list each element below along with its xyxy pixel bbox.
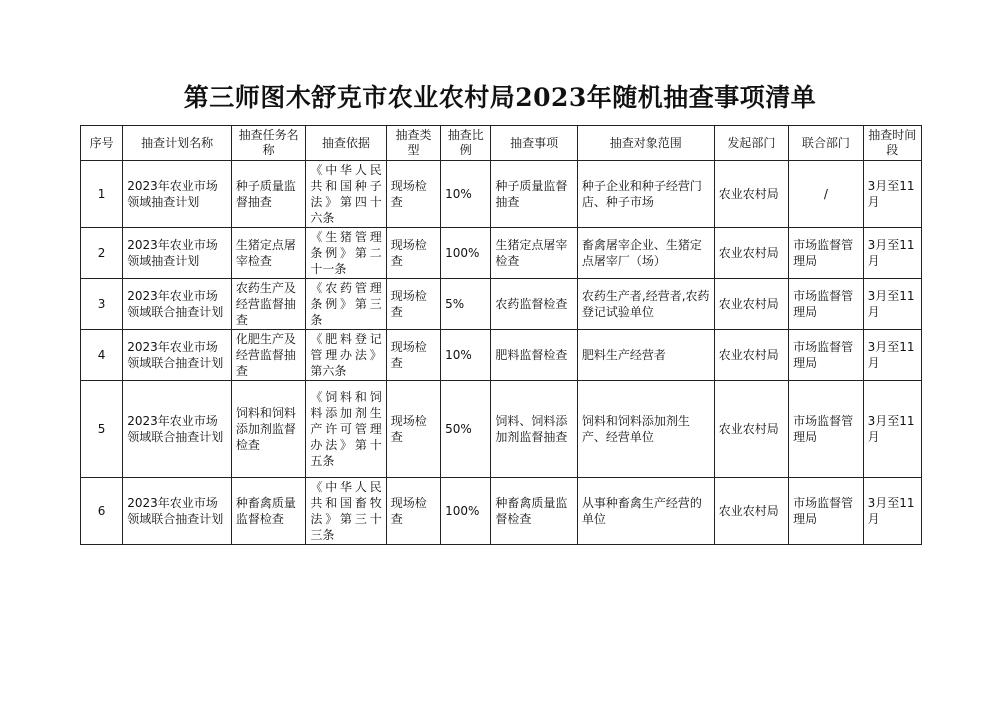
cell-basis: 《中华人民共和国种子法》第四十六条: [306, 161, 386, 228]
page-title: 第三师图木舒克市农业农村局2023年随机抽查事项清单: [183, 83, 817, 112]
cell-type: 现场检查: [386, 381, 440, 478]
cell-scope: 畜禽屠宰企业、生猪定点屠宰厂（场）: [577, 228, 714, 279]
table-row: [81, 330, 922, 381]
header-ratio: 抽查比例: [441, 126, 491, 161]
table-row: [81, 279, 922, 330]
cell-no: 2: [81, 228, 123, 279]
table-header-row: [81, 126, 922, 161]
cell-no: 6: [81, 478, 123, 545]
cell-task: 饲料和饲料添加剂监督检查: [231, 381, 305, 478]
table-row: [81, 228, 922, 279]
table-row: [81, 478, 922, 545]
cell-scope: 从事种畜禽生产经营的单位: [577, 478, 714, 545]
cell-initiator: 农业农村局: [714, 228, 788, 279]
cell-period: 3月至11月: [863, 381, 921, 478]
cell-joint: 市场监督管理局: [789, 478, 863, 545]
cell-joint: 市场监督管理局: [789, 381, 863, 478]
cell-joint: 市场监督管理局: [789, 279, 863, 330]
cell-task: 农药生产及经营监督抽查: [231, 279, 305, 330]
header-type: 抽查类型: [386, 126, 440, 161]
cell-ratio: 5%: [441, 279, 491, 330]
cell-joint: /: [789, 161, 863, 228]
cell-item: 肥料监督检查: [491, 330, 578, 381]
header-item: 抽查事项: [491, 126, 578, 161]
cell-joint: 市场监督管理局: [789, 228, 863, 279]
cell-no: 4: [81, 330, 123, 381]
cell-task: 生猪定点屠宰检查: [231, 228, 305, 279]
cell-type: 现场检查: [386, 279, 440, 330]
cell-period: 3月至11月: [863, 279, 921, 330]
cell-ratio: 10%: [441, 161, 491, 228]
table-row: [81, 161, 922, 228]
cell-plan: 2023年农业市场领域联合抽查计划: [123, 478, 232, 545]
cell-initiator: 农业农村局: [714, 381, 788, 478]
cell-basis: 《肥料登记管理办法》第六条: [306, 330, 386, 381]
cell-task: 种畜禽质量监督检查: [231, 478, 305, 545]
cell-task: 化肥生产及经营监督抽查: [231, 330, 305, 381]
header-scope: 抽查对象范围: [577, 126, 714, 161]
cell-initiator: 农业农村局: [714, 279, 788, 330]
cell-type: 现场检查: [386, 228, 440, 279]
cell-no: 1: [81, 161, 123, 228]
cell-type: 现场检查: [386, 161, 440, 228]
inspection-list-table: [80, 125, 922, 545]
cell-period: 3月至11月: [863, 161, 921, 228]
cell-type: 现场检查: [386, 478, 440, 545]
table-row: [81, 381, 922, 478]
header-no: 序号: [81, 126, 123, 161]
cell-plan: 2023年农业市场领域抽查计划: [123, 228, 232, 279]
cell-period: 3月至11月: [863, 228, 921, 279]
cell-period: 3月至11月: [863, 478, 921, 545]
cell-basis: 《中华人民共和国畜牧法》第三十三条: [306, 478, 386, 545]
cell-basis: 《饲料和饲料添加剂生产许可管理办法》第十五条: [306, 381, 386, 478]
header-period: 抽查时间段: [863, 126, 921, 161]
cell-ratio: 100%: [441, 228, 491, 279]
cell-initiator: 农业农村局: [714, 330, 788, 381]
header-plan-name: 抽查计划名称: [123, 126, 232, 161]
cell-joint: 市场监督管理局: [789, 330, 863, 381]
cell-scope: 农药生产者,经营者,农药登记试验单位: [577, 279, 714, 330]
cell-ratio: 10%: [441, 330, 491, 381]
cell-no: 3: [81, 279, 123, 330]
cell-type: 现场检查: [386, 330, 440, 381]
cell-item: 种畜禽质量监督检查: [491, 478, 578, 545]
cell-basis: 《生猪管理条例》第二十一条: [306, 228, 386, 279]
cell-initiator: 农业农村局: [714, 161, 788, 228]
cell-scope: 饲料和饲料添加剂生产、经营单位: [577, 381, 714, 478]
cell-plan: 2023年农业市场领域联合抽查计划: [123, 330, 232, 381]
header-basis: 抽查依据: [306, 126, 386, 161]
cell-no: 5: [81, 381, 123, 478]
cell-item: 饲料、饲料添加剂监督抽查: [491, 381, 578, 478]
cell-initiator: 农业农村局: [714, 478, 788, 545]
cell-scope: 种子企业和种子经营门店、种子市场: [577, 161, 714, 228]
header-initiator: 发起部门: [714, 126, 788, 161]
cell-item: 农药监督检查: [491, 279, 578, 330]
cell-task: 种子质量监督抽查: [231, 161, 305, 228]
cell-ratio: 100%: [441, 478, 491, 545]
cell-plan: 2023年农业市场领域抽查计划: [123, 161, 232, 228]
header-task-name: 抽查任务名称: [231, 126, 305, 161]
cell-period: 3月至11月: [863, 330, 921, 381]
cell-ratio: 50%: [441, 381, 491, 478]
header-joint: 联合部门: [789, 126, 863, 161]
cell-item: 种子质量监督抽查: [491, 161, 578, 228]
cell-item: 生猪定点屠宰检查: [491, 228, 578, 279]
cell-plan: 2023年农业市场领域联合抽查计划: [123, 279, 232, 330]
cell-plan: 2023年农业市场领域联合抽查计划: [123, 381, 232, 478]
cell-scope: 肥料生产经营者: [577, 330, 714, 381]
cell-basis: 《农药管理条例》第三条: [306, 279, 386, 330]
